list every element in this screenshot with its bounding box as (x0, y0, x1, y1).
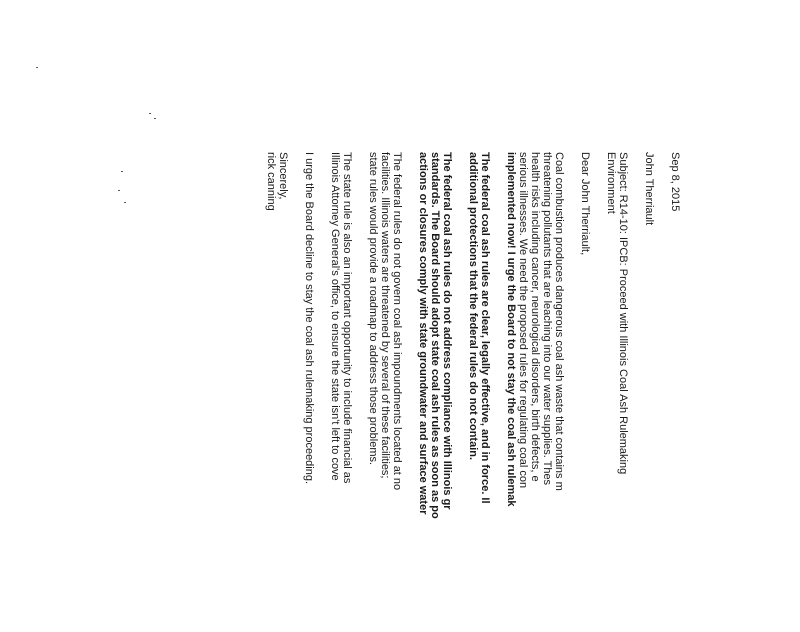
paragraph-1-line: threatening pollutants that are leaching into our water supplies. Thes (541, 152, 553, 486)
letter-signature: rick canning (265, 152, 277, 211)
paragraph-6-line: I urge the Board decline to stay the coal ash rulemaking proceeding. (303, 152, 315, 485)
paragraph-1-line: serious illnesses. We need the proposed rules for regulating coal con (517, 152, 529, 489)
paragraph-1-line: implemented now! I urge the Board to not stay the coal ash rulemak (505, 152, 517, 507)
paragraph-2-line: The federal coal ash rules are clear, legally effective, and in force. Il (479, 152, 491, 504)
paragraph-3-line: The federal coal ash rules do not address compliance with Illinois gr (441, 152, 453, 510)
paragraph-1-line: Coal combustion produces dangerous coal ash waste that contains m (553, 152, 565, 491)
paragraph-5-line: The state rule is also an important opportunity to include financial as (341, 152, 353, 484)
letter-closing: Sincerely, (277, 152, 289, 200)
paragraph-5-line: Illinois Attorney General's office, to ensure the state isn't left to cove (329, 152, 341, 481)
paragraph-3-line: actions or closures comply with state groundwater and surface water (417, 152, 429, 515)
paragraph-4-line: facilities. Illinois waters are threatened by several of these facilities; (379, 152, 391, 479)
letter-body (265, 152, 681, 632)
paragraph-2-line: additional protections that the federal rules do not contain. (467, 152, 479, 461)
paragraph-4-line: The federal rules do not govern coal ash impoundments located at no (391, 152, 403, 491)
paragraph-3-line: standards. The Board should adopt state coal ash rules as soon as po (429, 152, 441, 519)
letter-subject: Subject: R14-10: IPCB: Proceed with Illinois Coal Ash Rulemaking (617, 152, 629, 475)
letter-date: Sep 8, 2015 (669, 152, 681, 212)
letter-recipient: John Therriault (643, 152, 655, 226)
paragraph-1-line: health risks including cancer, neurological disorders, birth defects, e (529, 152, 541, 482)
letter-salutation: Dear John Therriault, (579, 152, 591, 256)
paragraph-4-line: state rules would provide a roadmap to address those problems. (367, 152, 379, 466)
letter-subject-line-2: Environment (605, 152, 617, 214)
